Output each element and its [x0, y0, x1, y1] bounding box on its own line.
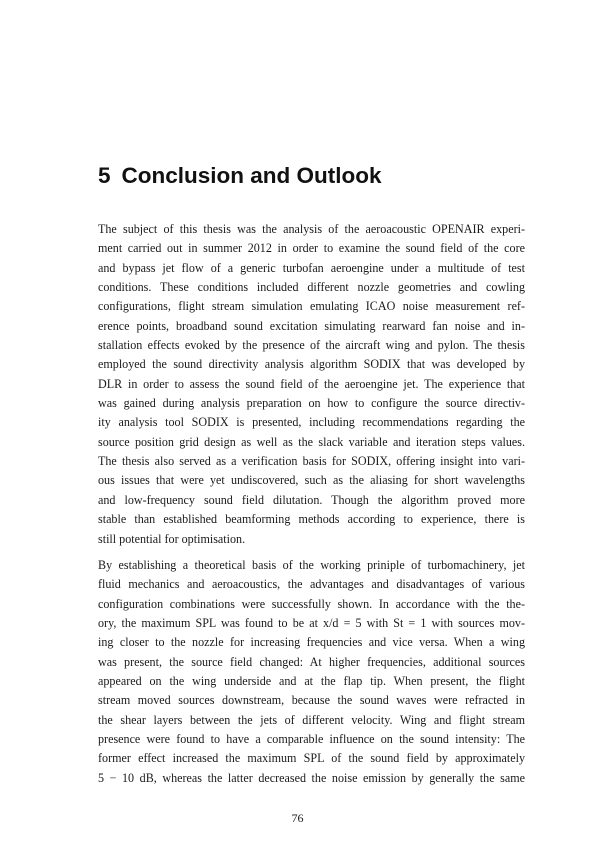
text-line: still potential for optimisation.: [98, 531, 246, 546]
text-line: configuration combinations were successfully shown. In accordance with the the-: [98, 596, 525, 611]
text-line: was gained during analysis preparation on how to configure the source directiv-: [98, 396, 525, 411]
text-line: ing closer to the nozzle for increasing frequencies and vice versa. When a wing: [98, 635, 525, 650]
text-line: the shear layers between the jets of different velocity. Wing and flight stream: [98, 712, 525, 727]
text-line: employed the sound directivity analysis algorithm SODIX that was developed by: [98, 357, 525, 372]
text-line: stallation effects evoked by the presence of the aircraft wing and pylon. The thesis: [98, 338, 525, 353]
text-line: and low-frequency sound field dilutation. Though the algorithm proved more: [98, 492, 525, 507]
text-line: ity analysis tool SODIX is presented, including recommendations regarding the: [98, 415, 525, 430]
text-line: configurations, flight stream simulation emulating ICAO noise measurement ref-: [98, 299, 525, 314]
text-line: The subject of this thesis was the analysis of the aeroacoustic OPENAIR experi-: [98, 222, 525, 236]
page-number: 76: [291, 811, 304, 825]
text-line: erence points, broadband sound excitation simulating rearward fan noise and in-: [98, 318, 525, 333]
body-text: [98, 220, 525, 788]
text-line: fluid mechanics and aeroacoustics, the advantages and disadvantages of various: [98, 577, 525, 592]
chapter-title: Conclusion and Outlook: [121, 163, 382, 188]
chapter-number: 5: [98, 163, 111, 188]
text-line: conditions. These conditions included different nozzle geometries and cowling: [98, 280, 525, 295]
text-line: ment carried out in summer 2012 in order to examine the sound field of the core: [98, 241, 525, 256]
text-line: ory, the maximum SPL was found to be at x/d = 5 with St = 1 with sources mov-: [98, 615, 525, 630]
text-line: appeared on the wing underside and at the flap tip. When present, the flight: [98, 673, 525, 688]
text-line: The thesis also served as a verification basis for SODIX, offering insight into vari-: [98, 454, 525, 469]
paragraph-1: [98, 220, 525, 549]
paragraph-2: [98, 556, 525, 788]
text-line: stable than established beamforming methods according to experience, there is: [98, 512, 525, 527]
text-line: former effect increased the maximum SPL of the sound field by approximately: [98, 751, 525, 766]
text-line: was present, the source field changed: At higher frequencies, additional sources: [98, 654, 525, 669]
chapter-heading: [98, 160, 528, 192]
text-line: ous issues that were yet undiscovered, such as the aliasing for short wavelengths: [98, 473, 525, 488]
text-line: DLR in order to assess the sound field of the aeroengine jet. The experience that: [98, 376, 525, 391]
text-line: By establishing a theoretical basis of the working priniple of turbomachinery, jet: [98, 557, 525, 572]
text-line: source position grid design as well as the slack variable and iteration steps values.: [98, 434, 525, 449]
text-line: stream moved sources downstream, because the sound waves were refracted in: [98, 693, 525, 708]
text-line: and bypass jet flow of a generic turbofan aeroengine under a multitude of test: [98, 260, 525, 275]
text-line: 5 − 10 dB, whereas the latter decreased the noise emission by generally the same: [98, 770, 525, 785]
text-line: presence were found to have a comparable influence on the sound intensity: The: [98, 731, 525, 746]
